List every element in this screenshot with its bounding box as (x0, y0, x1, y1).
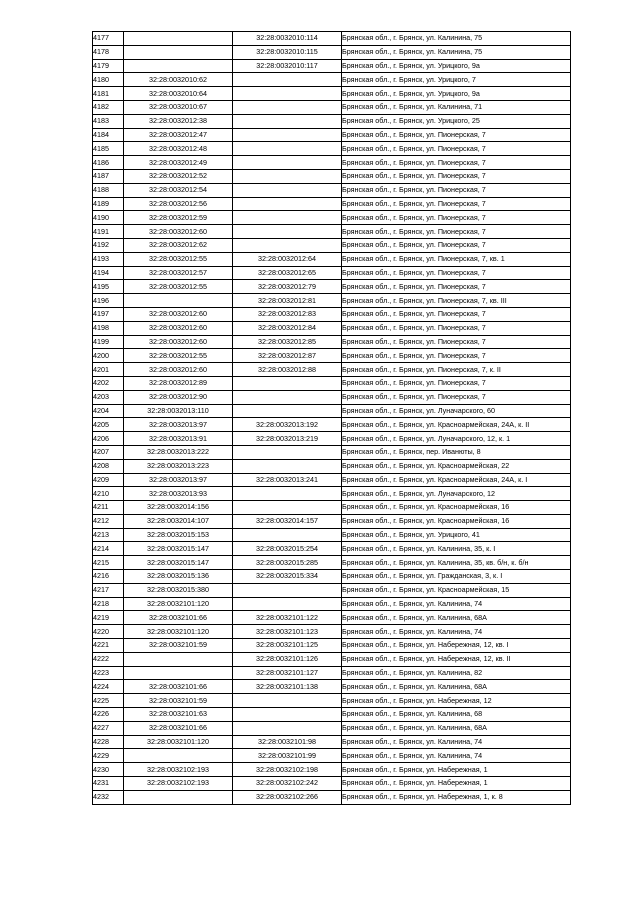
object-cadastral-number (233, 501, 342, 515)
table-row (93, 501, 571, 515)
table-row (93, 611, 571, 625)
address-cell: Брянская обл., г. Брянск, ул. Урицкого, 41 (342, 528, 571, 542)
object-cadastral-number (233, 376, 342, 390)
object-cadastral-number: 32:28:0032012:84 (233, 321, 342, 335)
address-cell: Брянская обл., г. Брянск, ул. Пионерская, 7 (342, 183, 571, 197)
object-cadastral-number (233, 169, 342, 183)
object-cadastral-number (233, 238, 342, 252)
object-cadastral-number (233, 487, 342, 501)
object-cadastral-number (233, 183, 342, 197)
object-cadastral-number: 32:28:0032014:157 (233, 514, 342, 528)
object-cadastral-number: 32:28:0032102:198 (233, 763, 342, 777)
address-cell: Брянская обл., г. Брянск, ул. Набережная, 1 (342, 777, 571, 791)
row-number: 4199 (93, 335, 124, 349)
table-row (93, 763, 571, 777)
address-cell: Брянская обл., г. Брянск, ул. Пионерская, 7 (342, 390, 571, 404)
object-cadastral-number: 32:28:0032013:192 (233, 418, 342, 432)
land-cadastral-number: 32:28:0032101:59 (124, 694, 233, 708)
address-cell: Брянская обл., г. Брянск, пер. Иванюты, 8 (342, 445, 571, 459)
table-row (93, 556, 571, 570)
object-cadastral-number (233, 721, 342, 735)
object-cadastral-number: 32:28:0032012:88 (233, 363, 342, 377)
land-cadastral-number: 32:28:0032102:193 (124, 777, 233, 791)
land-cadastral-number: 32:28:0032012:55 (124, 349, 233, 363)
row-number: 4202 (93, 376, 124, 390)
object-cadastral-number: 32:28:0032101:98 (233, 735, 342, 749)
table-row (93, 73, 571, 87)
table-row (93, 280, 571, 294)
object-cadastral-number: 32:28:0032012:79 (233, 280, 342, 294)
row-number: 4186 (93, 156, 124, 170)
row-number: 4208 (93, 459, 124, 473)
address-cell: Брянская обл., г. Брянск, ул. Пионерская, 7 (342, 128, 571, 142)
land-cadastral-number: 32:28:0032012:60 (124, 363, 233, 377)
object-cadastral-number: 32:28:0032012:81 (233, 294, 342, 308)
table-row (93, 749, 571, 763)
table-row (93, 694, 571, 708)
object-cadastral-number (233, 73, 342, 87)
row-number: 4193 (93, 252, 124, 266)
land-cadastral-number: 32:28:0032013:223 (124, 459, 233, 473)
table-row (93, 666, 571, 680)
object-cadastral-number (233, 445, 342, 459)
table-row (93, 114, 571, 128)
address-cell: Брянская обл., г. Брянск, ул. Калинина, 75 (342, 32, 571, 46)
land-cadastral-number: 32:28:0032012:90 (124, 390, 233, 404)
row-number: 4220 (93, 625, 124, 639)
row-number: 4195 (93, 280, 124, 294)
row-number: 4179 (93, 59, 124, 73)
row-number: 4204 (93, 404, 124, 418)
land-cadastral-number: 32:28:0032012:47 (124, 128, 233, 142)
table-row (93, 652, 571, 666)
address-cell: Брянская обл., г. Брянск, ул. Пионерская, 7, кв. 1 (342, 252, 571, 266)
land-cadastral-number (124, 666, 233, 680)
table-row (93, 514, 571, 528)
land-cadastral-number: 32:28:0032012:57 (124, 266, 233, 280)
table-row (93, 390, 571, 404)
object-cadastral-number: 32:28:0032102:266 (233, 790, 342, 804)
table-row (93, 432, 571, 446)
address-cell: Брянская обл., г. Брянск, ул. Калинина, 74 (342, 749, 571, 763)
address-cell: Брянская обл., г. Брянск, ул. Набережная, 12 (342, 694, 571, 708)
address-cell: Брянская обл., г. Брянск, ул. Пионерская, 7 (342, 307, 571, 321)
row-number: 4207 (93, 445, 124, 459)
address-cell: Брянская обл., г. Брянск, ул. Пионерская, 7 (342, 211, 571, 225)
row-number: 4223 (93, 666, 124, 680)
address-cell: Брянская обл., г. Брянск, ул. Пионерская, 7, к. II (342, 363, 571, 377)
table-row (93, 777, 571, 791)
row-number: 4225 (93, 694, 124, 708)
row-number: 4194 (93, 266, 124, 280)
land-cadastral-number: 32:28:0032012:48 (124, 142, 233, 156)
row-number: 4203 (93, 390, 124, 404)
table-row (93, 418, 571, 432)
row-number: 4231 (93, 777, 124, 791)
land-cadastral-number: 32:28:0032012:38 (124, 114, 233, 128)
land-cadastral-number: 32:28:0032012:60 (124, 225, 233, 239)
address-cell: Брянская обл., г. Брянск, ул. Урицкого, 9а (342, 87, 571, 101)
row-number: 4196 (93, 294, 124, 308)
land-cadastral-number: 32:28:0032101:66 (124, 680, 233, 694)
row-number: 4209 (93, 473, 124, 487)
table-row (93, 459, 571, 473)
land-cadastral-number: 32:28:0032013:110 (124, 404, 233, 418)
object-cadastral-number (233, 128, 342, 142)
address-cell: Брянская обл., г. Брянск, ул. Набережная, 1 (342, 763, 571, 777)
object-cadastral-number (233, 197, 342, 211)
land-cadastral-number: 32:28:0032012:49 (124, 156, 233, 170)
address-cell: Брянская обл., г. Брянск, ул. Пионерская, 7 (342, 266, 571, 280)
address-cell: Брянская обл., г. Брянск, ул. Пионерская, 7 (342, 376, 571, 390)
object-cadastral-number: 32:28:0032102:242 (233, 777, 342, 791)
object-cadastral-number (233, 87, 342, 101)
table-row (93, 294, 571, 308)
row-number: 4227 (93, 721, 124, 735)
address-cell: Брянская обл., г. Брянск, ул. Луначарского, 12 (342, 487, 571, 501)
object-cadastral-number: 32:28:0032012:83 (233, 307, 342, 321)
row-number: 4222 (93, 652, 124, 666)
address-cell: Брянская обл., г. Брянск, ул. Пионерская, 7 (342, 225, 571, 239)
address-cell: Брянская обл., г. Брянск, ул. Урицкого, 9а (342, 59, 571, 73)
table-row (93, 721, 571, 735)
row-number: 4211 (93, 501, 124, 515)
registry-table-body (93, 32, 571, 805)
address-cell: Брянская обл., г. Брянск, ул. Урицкого, 7 (342, 73, 571, 87)
object-cadastral-number: 32:28:0032010:115 (233, 45, 342, 59)
object-cadastral-number: 32:28:0032013:219 (233, 432, 342, 446)
land-cadastral-number (124, 749, 233, 763)
address-cell: Брянская обл., г. Брянск, ул. Пионерская, 7 (342, 280, 571, 294)
row-number: 4214 (93, 542, 124, 556)
address-cell: Брянская обл., г. Брянск, ул. Калинина, 35, к. I (342, 542, 571, 556)
land-cadastral-number: 32:28:0032015:147 (124, 556, 233, 570)
address-cell: Брянская обл., г. Брянск, ул. Пионерская, 7 (342, 321, 571, 335)
table-row (93, 363, 571, 377)
row-number: 4219 (93, 611, 124, 625)
land-cadastral-number: 32:28:0032010:62 (124, 73, 233, 87)
land-cadastral-number: 32:28:0032012:62 (124, 238, 233, 252)
table-row (93, 59, 571, 73)
object-cadastral-number: 32:28:0032012:87 (233, 349, 342, 363)
object-cadastral-number (233, 459, 342, 473)
row-number: 4230 (93, 763, 124, 777)
row-number: 4189 (93, 197, 124, 211)
row-number: 4187 (93, 169, 124, 183)
table-row (93, 32, 571, 46)
object-cadastral-number: 32:28:0032010:114 (233, 32, 342, 46)
address-cell: Брянская обл., г. Брянск, ул. Урицкого, 25 (342, 114, 571, 128)
address-cell: Брянская обл., г. Брянск, ул. Калинина, 68А (342, 611, 571, 625)
table-row (93, 252, 571, 266)
row-number: 4213 (93, 528, 124, 542)
table-row (93, 708, 571, 722)
address-cell: Брянская обл., г. Брянск, ул. Красноармейская, 16 (342, 514, 571, 528)
address-cell: Брянская обл., г. Брянск, ул. Калинина, 74 (342, 625, 571, 639)
table-row (93, 225, 571, 239)
land-cadastral-number: 32:28:0032012:52 (124, 169, 233, 183)
object-cadastral-number: 32:28:0032101:99 (233, 749, 342, 763)
land-cadastral-number: 32:28:0032012:55 (124, 252, 233, 266)
row-number: 4181 (93, 87, 124, 101)
object-cadastral-number: 32:28:0032013:241 (233, 473, 342, 487)
row-number: 4201 (93, 363, 124, 377)
address-cell: Брянская обл., г. Брянск, ул. Калинина, 74 (342, 735, 571, 749)
address-cell: Брянская обл., г. Брянск, ул. Калинина, 68 (342, 708, 571, 722)
object-cadastral-number (233, 583, 342, 597)
object-cadastral-number: 32:28:0032101:138 (233, 680, 342, 694)
table-row (93, 335, 571, 349)
object-cadastral-number: 32:28:0032012:64 (233, 252, 342, 266)
row-number: 4190 (93, 211, 124, 225)
address-cell: Брянская обл., г. Брянск, ул. Гражданская, 3, к. I (342, 570, 571, 584)
table-row (93, 625, 571, 639)
table-row (93, 321, 571, 335)
land-cadastral-number: 32:28:0032012:60 (124, 307, 233, 321)
table-row (93, 680, 571, 694)
row-number: 4183 (93, 114, 124, 128)
address-cell: Брянская обл., г. Брянск, ул. Пионерская, 7 (342, 156, 571, 170)
object-cadastral-number (233, 404, 342, 418)
address-cell: Брянская обл., г. Брянск, ул. Пионерская, 7 (342, 238, 571, 252)
address-cell: Брянская обл., г. Брянск, ул. Калинина, 71 (342, 100, 571, 114)
land-cadastral-number: 32:28:0032012:89 (124, 376, 233, 390)
row-number: 4228 (93, 735, 124, 749)
row-number: 4197 (93, 307, 124, 321)
table-row (93, 542, 571, 556)
row-number: 4206 (93, 432, 124, 446)
row-number: 4177 (93, 32, 124, 46)
address-cell: Брянская обл., г. Брянск, ул. Луначарского, 12, к. 1 (342, 432, 571, 446)
address-cell: Брянская обл., г. Брянск, ул. Пионерская, 7 (342, 349, 571, 363)
land-cadastral-number: 32:28:0032014:107 (124, 514, 233, 528)
table-row (93, 376, 571, 390)
table-row (93, 87, 571, 101)
table-row (93, 735, 571, 749)
object-cadastral-number: 32:28:0032012:65 (233, 266, 342, 280)
address-cell: Брянская обл., г. Брянск, ул. Калинина, 68А (342, 680, 571, 694)
table-row (93, 211, 571, 225)
row-number: 4221 (93, 639, 124, 653)
object-cadastral-number: 32:28:0032101:123 (233, 625, 342, 639)
object-cadastral-number: 32:28:0032015:285 (233, 556, 342, 570)
address-cell: Брянская обл., г. Брянск, ул. Калинина, 68А (342, 721, 571, 735)
object-cadastral-number: 32:28:0032015:254 (233, 542, 342, 556)
land-cadastral-number: 32:28:0032015:380 (124, 583, 233, 597)
land-cadastral-number: 32:28:0032013:91 (124, 432, 233, 446)
land-cadastral-number: 32:28:0032014:156 (124, 501, 233, 515)
address-cell: Брянская обл., г. Брянск, ул. Красноармейская, 16 (342, 501, 571, 515)
address-cell: Брянская обл., г. Брянск, ул. Набережная, 12, кв. I (342, 639, 571, 653)
table-row (93, 169, 571, 183)
row-number: 4178 (93, 45, 124, 59)
table-row (93, 183, 571, 197)
row-number: 4217 (93, 583, 124, 597)
table-row (93, 266, 571, 280)
land-cadastral-number (124, 652, 233, 666)
address-cell: Брянская обл., г. Брянск, ул. Красноармейская, 24А, к. II (342, 418, 571, 432)
row-number: 4226 (93, 708, 124, 722)
table-row (93, 307, 571, 321)
row-number: 4192 (93, 238, 124, 252)
table-row (93, 349, 571, 363)
object-cadastral-number: 32:28:0032101:127 (233, 666, 342, 680)
table-row (93, 487, 571, 501)
address-cell: Брянская обл., г. Брянск, ул. Калинина, 75 (342, 45, 571, 59)
land-cadastral-number: 32:28:0032101:120 (124, 597, 233, 611)
object-cadastral-number (233, 528, 342, 542)
row-number: 4180 (93, 73, 124, 87)
row-number: 4229 (93, 749, 124, 763)
object-cadastral-number (233, 156, 342, 170)
table-row (93, 142, 571, 156)
table-row (93, 128, 571, 142)
address-cell: Брянская обл., г. Брянск, ул. Пионерская, 7 (342, 197, 571, 211)
row-number: 4185 (93, 142, 124, 156)
object-cadastral-number: 32:28:0032012:85 (233, 335, 342, 349)
table-row (93, 790, 571, 804)
land-cadastral-number: 32:28:0032015:136 (124, 570, 233, 584)
table-row (93, 597, 571, 611)
table-row (93, 197, 571, 211)
land-cadastral-number: 32:28:0032015:153 (124, 528, 233, 542)
table-row (93, 445, 571, 459)
object-cadastral-number (233, 708, 342, 722)
object-cadastral-number (233, 100, 342, 114)
row-number: 4232 (93, 790, 124, 804)
object-cadastral-number (233, 597, 342, 611)
table-row (93, 238, 571, 252)
address-cell: Брянская обл., г. Брянск, ул. Пионерская, 7 (342, 169, 571, 183)
address-cell: Брянская обл., г. Брянск, ул. Пионерская, 7 (342, 335, 571, 349)
row-number: 4224 (93, 680, 124, 694)
table-row (93, 639, 571, 653)
land-cadastral-number: 32:28:0032102:193 (124, 763, 233, 777)
land-cadastral-number: 32:28:0032101:66 (124, 721, 233, 735)
table-row (93, 583, 571, 597)
land-cadastral-number: 32:28:0032101:120 (124, 625, 233, 639)
land-cadastral-number: 32:28:0032013:222 (124, 445, 233, 459)
object-cadastral-number (233, 114, 342, 128)
object-cadastral-number: 32:28:0032010:117 (233, 59, 342, 73)
table-row (93, 100, 571, 114)
land-cadastral-number: 32:28:0032012:55 (124, 280, 233, 294)
row-number: 4200 (93, 349, 124, 363)
address-cell: Брянская обл., г. Брянск, ул. Красноармейская, 24А, к. I (342, 473, 571, 487)
table-row (93, 473, 571, 487)
object-cadastral-number: 32:28:0032101:122 (233, 611, 342, 625)
land-cadastral-number: 32:28:0032012:60 (124, 321, 233, 335)
address-cell: Брянская обл., г. Брянск, ул. Красноармейская, 15 (342, 583, 571, 597)
address-cell: Брянская обл., г. Брянск, ул. Пионерская, 7 (342, 142, 571, 156)
object-cadastral-number: 32:28:0032101:126 (233, 652, 342, 666)
land-cadastral-number: 32:28:0032015:147 (124, 542, 233, 556)
object-cadastral-number: 32:28:0032101:125 (233, 639, 342, 653)
land-cadastral-number: 32:28:0032012:54 (124, 183, 233, 197)
row-number: 4216 (93, 570, 124, 584)
table-row (93, 404, 571, 418)
object-cadastral-number (233, 211, 342, 225)
land-cadastral-number (124, 32, 233, 46)
row-number: 4218 (93, 597, 124, 611)
object-cadastral-number (233, 390, 342, 404)
land-cadastral-number: 32:28:0032013:97 (124, 418, 233, 432)
land-cadastral-number: 32:28:0032101:59 (124, 639, 233, 653)
land-cadastral-number (124, 45, 233, 59)
table-row (93, 570, 571, 584)
object-cadastral-number: 32:28:0032015:334 (233, 570, 342, 584)
row-number: 4188 (93, 183, 124, 197)
land-cadastral-number: 32:28:0032012:59 (124, 211, 233, 225)
row-number: 4212 (93, 514, 124, 528)
table-row (93, 45, 571, 59)
address-cell: Брянская обл., г. Брянск, ул. Калинина, 74 (342, 597, 571, 611)
land-cadastral-number: 32:28:0032012:56 (124, 197, 233, 211)
land-cadastral-number: 32:28:0032013:97 (124, 473, 233, 487)
object-cadastral-number (233, 694, 342, 708)
registry-table (92, 31, 571, 805)
land-cadastral-number (124, 59, 233, 73)
land-cadastral-number: 32:28:0032013:93 (124, 487, 233, 501)
land-cadastral-number: 32:28:0032101:63 (124, 708, 233, 722)
row-number: 4205 (93, 418, 124, 432)
row-number: 4184 (93, 128, 124, 142)
row-number: 4182 (93, 100, 124, 114)
row-number: 4210 (93, 487, 124, 501)
land-cadastral-number: 32:28:0032012:60 (124, 335, 233, 349)
address-cell: Брянская обл., г. Брянск, ул. Красноармейская, 22 (342, 459, 571, 473)
address-cell: Брянская обл., г. Брянск, ул. Набережная, 12, кв. II (342, 652, 571, 666)
address-cell: Брянская обл., г. Брянск, ул. Луначарского, 60 (342, 404, 571, 418)
land-cadastral-number: 32:28:0032010:64 (124, 87, 233, 101)
row-number: 4215 (93, 556, 124, 570)
address-cell: Брянская обл., г. Брянск, ул. Пионерская, 7, кв. III (342, 294, 571, 308)
table-row (93, 156, 571, 170)
object-cadastral-number (233, 142, 342, 156)
address-cell: Брянская обл., г. Брянск, ул. Калинина, 82 (342, 666, 571, 680)
land-cadastral-number: 32:28:0032010:67 (124, 100, 233, 114)
object-cadastral-number (233, 225, 342, 239)
address-cell: Брянская обл., г. Брянск, ул. Набережная, 1, к. 8 (342, 790, 571, 804)
land-cadastral-number: 32:28:0032101:120 (124, 735, 233, 749)
row-number: 4191 (93, 225, 124, 239)
land-cadastral-number (124, 790, 233, 804)
land-cadastral-number: 32:28:0032101:66 (124, 611, 233, 625)
address-cell: Брянская обл., г. Брянск, ул. Калинина, 35, кв. б/н, к. б/н (342, 556, 571, 570)
row-number: 4198 (93, 321, 124, 335)
table-row (93, 528, 571, 542)
land-cadastral-number (124, 294, 233, 308)
